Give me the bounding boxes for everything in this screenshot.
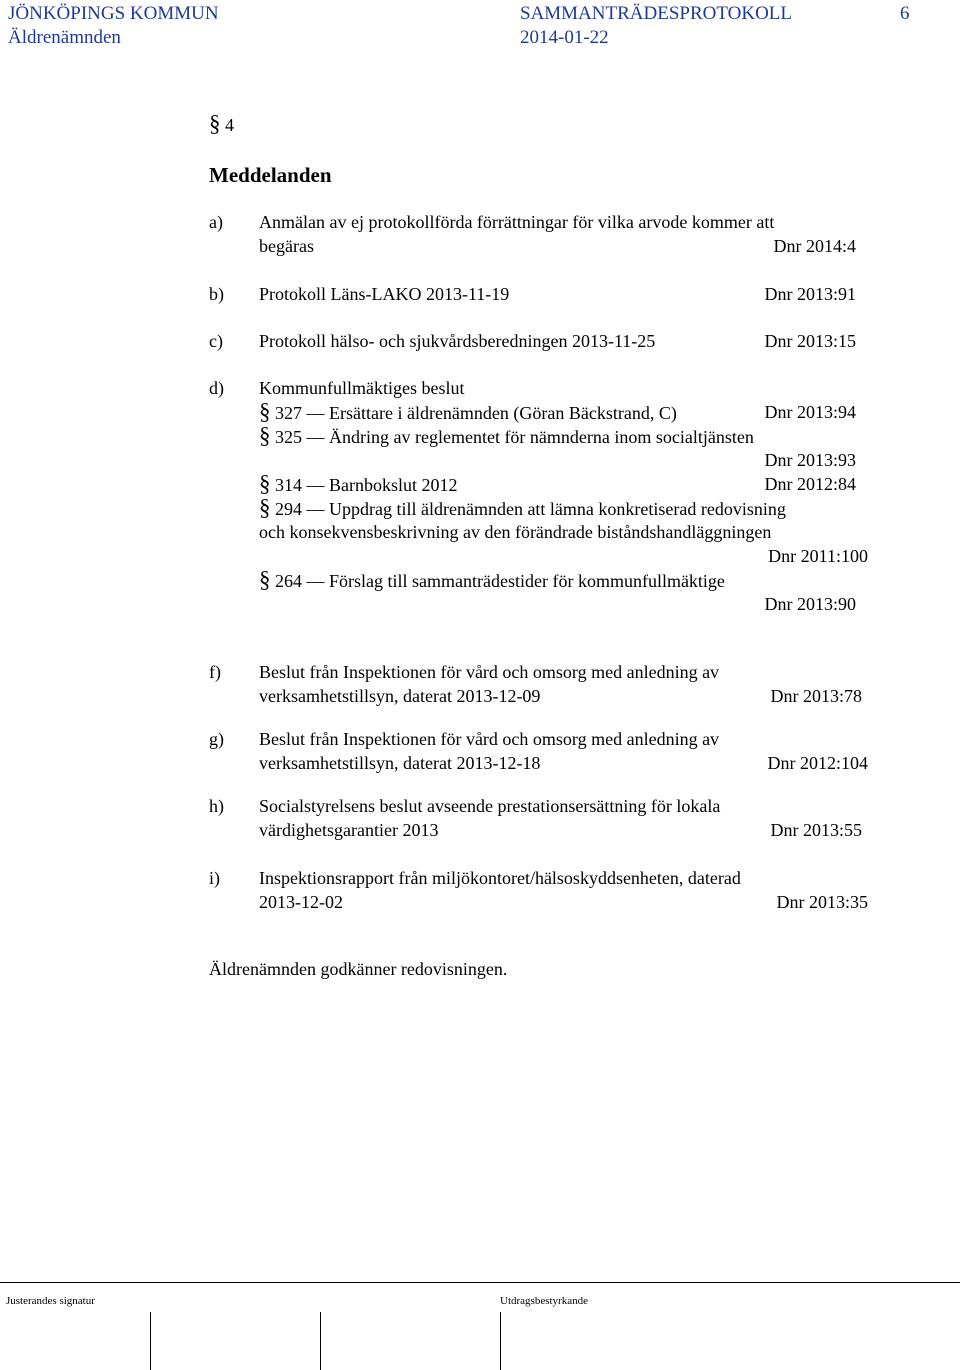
item-label: c) xyxy=(209,331,223,351)
item-label: a) xyxy=(209,212,223,232)
item-dnr: Dnr 2013:91 xyxy=(764,284,856,304)
footer-signature-label: Justerandes signatur xyxy=(6,1295,95,1307)
item-dnr: Dnr 2011:100 xyxy=(768,546,868,566)
paragraph-symbol: § xyxy=(259,567,271,592)
item-text: Beslut från Inspektionen för vård och omsorg med anledning av xyxy=(259,729,720,749)
item-label: i) xyxy=(209,868,220,888)
item-text-cont: verksamhetstillsyn, daterat 2013-12-18 xyxy=(259,753,541,773)
item-dnr: Dnr 2013:35 xyxy=(776,892,868,912)
org-name: JÖNKÖPINGS KOMMUN xyxy=(8,3,219,24)
decision-ref-264 xyxy=(259,568,725,593)
item-text: Socialstyrelsens beslut avseende prestationsersättning för lokala xyxy=(259,796,721,816)
paragraph-symbol: § xyxy=(259,423,271,448)
paragraph-symbol: § xyxy=(259,471,271,496)
decision-ref-294 xyxy=(259,496,786,521)
item-text: Anmälan av ej protokollförda förrättningar för vilka arvode kommer att xyxy=(259,212,775,232)
paragraph-symbol: § xyxy=(259,495,271,520)
signature-box-divider xyxy=(150,1312,151,1370)
item-label: d) xyxy=(209,378,224,398)
item-dnr: Dnr 2013:78 xyxy=(770,686,862,706)
paragraph-symbol: § xyxy=(259,399,271,424)
footer-divider xyxy=(0,1282,960,1283)
item-dnr: Dnr 2013:93 xyxy=(764,450,856,470)
meeting-date: 2014-01-22 xyxy=(520,27,609,48)
item-dnr: Dnr 2012:104 xyxy=(767,753,868,773)
decision-ref-text: 264 — Förslag till sammanträdestider för kommunfullmäktige xyxy=(275,571,725,591)
item-label: g) xyxy=(209,729,224,749)
item-dnr: Dnr 2013:90 xyxy=(764,594,856,614)
decision-ref-325 xyxy=(259,424,754,449)
item-text: Inspektionsrapport från miljökontoret/hälsoskyddsenheten, daterad xyxy=(259,868,741,888)
decision-ref-text: 325 — Ändring av reglementet för nämnderna inom socialtjänsten xyxy=(275,427,754,447)
decision-ref-327 xyxy=(259,400,677,425)
signature-box-divider xyxy=(320,1312,321,1370)
item-text: Protokoll Läns-LAKO 2013-11-19 xyxy=(259,284,510,304)
item-dnr: Dnr 2013:15 xyxy=(764,331,856,351)
item-text: Protokoll hälso- och sjukvårdsberedningen 2013-11-25 xyxy=(259,331,656,351)
decision-text: Äldrenämnden godkänner redovisningen. xyxy=(209,959,508,979)
item-text-cont: begäras xyxy=(259,236,314,256)
item-dnr: Dnr 2014:4 xyxy=(773,236,856,256)
signature-box-divider xyxy=(500,1312,501,1370)
item-label: h) xyxy=(209,796,224,816)
section-number xyxy=(209,112,234,137)
item-text: Beslut från Inspektionen för vård och omsorg med anledning av xyxy=(259,662,720,682)
section-number-value: 4 xyxy=(225,115,234,135)
item-label: f) xyxy=(209,662,221,682)
section-title: Meddelanden xyxy=(209,163,332,187)
item-text-cont: verksamhetstillsyn, daterat 2013-12-09 xyxy=(259,686,541,706)
item-label: b) xyxy=(209,284,224,304)
decision-ref-314 xyxy=(259,472,458,497)
doc-type: SAMMANTRÄDESPROTOKOLL xyxy=(520,3,793,24)
committee-name: Äldrenämnden xyxy=(8,27,121,48)
paragraph-symbol: § xyxy=(209,111,221,136)
decision-ref-text: 314 — Barnbokslut 2012 xyxy=(275,475,458,495)
item-heading: Kommunfullmäktiges beslut xyxy=(259,378,465,398)
page-number: 6 xyxy=(900,3,910,24)
decision-ref-text: 294 — Uppdrag till äldrenämnden att lämna konkretiserad redovisning xyxy=(275,499,786,519)
footer-certification-label: Utdragsbestyrkande xyxy=(500,1295,588,1307)
item-dnr: Dnr 2013:94 xyxy=(764,402,856,422)
decision-ref-text-cont: och konsekvensbeskrivning av den förändrade biståndshandläggningen xyxy=(259,522,772,542)
item-dnr: Dnr 2012:84 xyxy=(764,474,856,494)
item-dnr: Dnr 2013:55 xyxy=(770,820,862,840)
item-text-cont: värdighetsgarantier 2013 xyxy=(259,820,439,840)
item-text-cont: 2013-12-02 xyxy=(259,892,343,912)
decision-ref-text: 327 — Ersättare i äldrenämnden (Göran Bäckstrand, C) xyxy=(275,403,677,423)
